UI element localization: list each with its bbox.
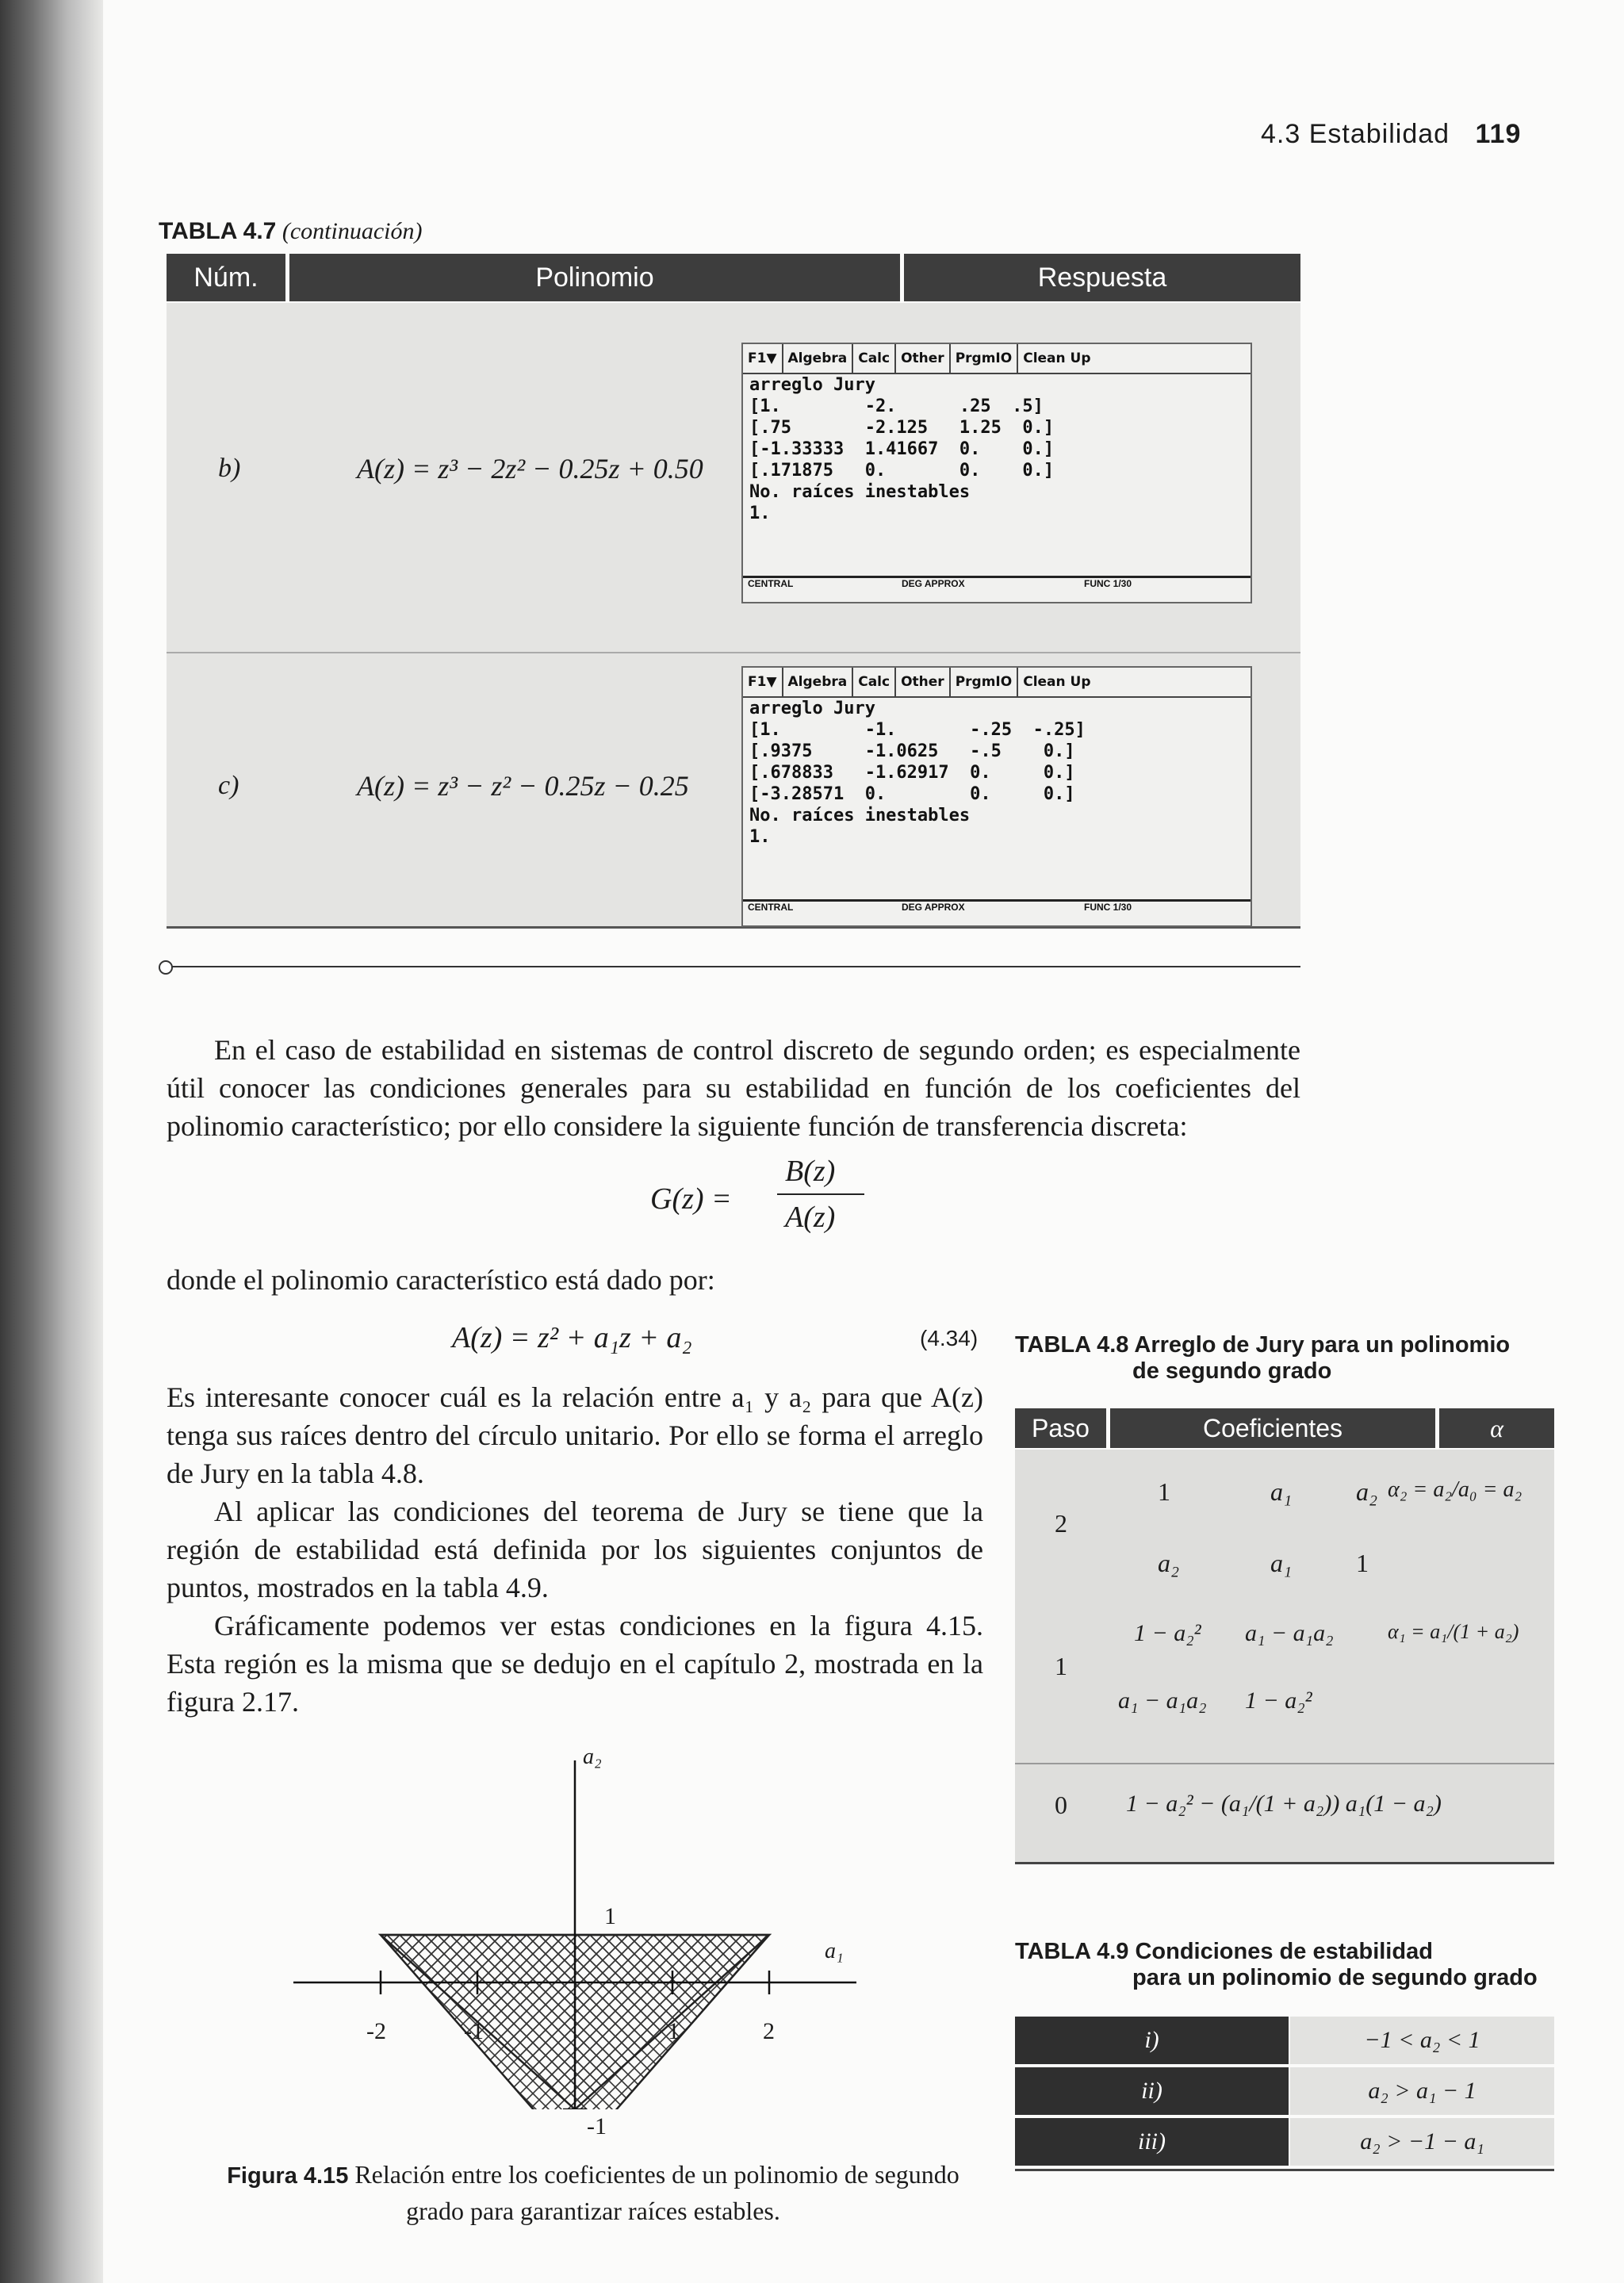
paragraph-4: Al aplicar las condiciones del teorema de Jury se tiene que la región de estabilidad está definida por los siguientes conjuntos de puntos, mostrados en la tabla 4.9. [167, 1496, 983, 1603]
screen-line: 1. [749, 827, 771, 847]
tick-x-minus1: -1 [464, 2018, 484, 2044]
status-func: FUNC 1/30 [1084, 902, 1132, 913]
condition-label: i) [1015, 2017, 1289, 2064]
table-4-9-caption [1015, 1939, 1538, 1991]
axis-label-a1: a₁ [825, 1939, 844, 1963]
status-mode: CENTRAL [748, 578, 794, 589]
condition-label: ii) [1015, 2067, 1289, 2115]
screen-line: [.75 -2.125 1.25 0.] [749, 418, 1055, 438]
fraction-bar [777, 1193, 864, 1195]
equation-number: (4.34) [920, 1326, 979, 1350]
figure-4-15-plot [285, 1745, 888, 2109]
status-mode: CENTRAL [748, 902, 794, 913]
menu-calc: Calc [853, 668, 896, 696]
calculator-status-bar [743, 899, 1251, 917]
menu-cleanup: Clean Up [1023, 350, 1091, 366]
table-4-9-row [1015, 2067, 1554, 2116]
paragraph-5: Gráficamente podemos ver estas condiciones en la figura 4.15. Esta región es la misma que se dedujo en el capítulo 2, mostrada en la figura 2.17. [167, 1610, 983, 1718]
screen-line: [-3.28571 0. 0. 0.] [749, 784, 1075, 804]
table-4-9-bottom-rule [1015, 2169, 1554, 2171]
header-respuesta: Respuesta [904, 254, 1300, 301]
status-angle: DEG APPROX [902, 902, 965, 913]
equation-g [650, 1154, 904, 1241]
step-2: 2 [1055, 1509, 1067, 1538]
step-0: 0 [1055, 1791, 1067, 1819]
table-4-8-title-line1: Arreglo de Jury para un polinomio [1134, 1332, 1511, 1358]
menu-f1: F1▼ [743, 344, 783, 373]
calculator-status-bar [743, 576, 1251, 594]
screen-line: [.171875 0. 0. 0.] [749, 461, 1055, 481]
cell: 1 − a₂² [1134, 1620, 1201, 1646]
condition-value: a₂ > −1 − a₁ [1290, 2118, 1554, 2166]
figure-caption-line2: grado para garantizar raíces estables. [406, 2197, 780, 2225]
table-4-7-body [167, 303, 1300, 929]
polynomial-c: A(z) = z³ − z² − 0.25z − 0.25 [357, 770, 689, 802]
cell: 1 − a₂² − (a₁/(1 + a₂)) a₁(1 − a₂) [1126, 1791, 1442, 1817]
figure-4-15-caption [197, 2157, 990, 2228]
table-4-9-title-line2: para un polinomio de segundo grado [1132, 1965, 1538, 1990]
calculator-screen-c [741, 666, 1252, 927]
table-4-9-number: TABLA 4.9 [1015, 1939, 1129, 1964]
tick-x-1: 1 [668, 2018, 680, 2044]
cell: a₁ [1270, 1477, 1293, 1506]
row-separator [167, 652, 1300, 653]
divider-dot [159, 960, 173, 975]
header-paso: Paso [1015, 1408, 1106, 1448]
table-4-8-number: TABLA 4.8 [1015, 1332, 1129, 1358]
table-4-8-body [1015, 1450, 1554, 1864]
menu-algebra: Algebra [783, 668, 854, 696]
calculator-menu-bar [743, 668, 1251, 698]
screen-line: 1. [749, 504, 771, 523]
table-4-8-title-line2: de segundo grado [1132, 1358, 1332, 1384]
cell: 1 − a₂² [1245, 1687, 1312, 1714]
calculator-menu-bar [743, 344, 1251, 374]
screen-line: No. raíces inestables [749, 482, 971, 502]
header-coeficientes: Coeficientes [1110, 1408, 1435, 1448]
cell: a₂ [1356, 1477, 1378, 1506]
calculator-screen-b [741, 343, 1252, 603]
condition-value: a₂ > a₁ − 1 [1290, 2067, 1554, 2115]
table-4-7-note: (continuación) [282, 218, 423, 244]
screen-line: No. raíces inestables [749, 806, 971, 825]
menu-f1: F1▼ [743, 668, 783, 696]
screen-line: [.9375 -1.0625 -.5 0.] [749, 741, 1075, 761]
equation-a: A(z) = z² + a₁z + a₂ [452, 1321, 692, 1354]
figure-number: Figura 4.15 [227, 2163, 349, 2189]
cell: a₁ [1270, 1549, 1293, 1577]
section-divider [167, 966, 1300, 967]
screen-line: arreglo Jury [749, 699, 875, 718]
page-number: 119 [1475, 119, 1522, 149]
section-title: Estabilidad [1308, 119, 1450, 149]
table-4-9-row [1015, 2118, 1554, 2167]
cell: 1 [1356, 1549, 1369, 1577]
menu-prgmio: PrgmIO [951, 344, 1019, 373]
polynomial-b: A(z) = z³ − 2z² − 0.25z + 0.50 [357, 453, 703, 485]
row-label-c: c) [218, 771, 239, 800]
cell: 1 [1158, 1477, 1170, 1506]
table-4-9-title-line1: Condiciones de estabilidad [1135, 1939, 1433, 1964]
screen-line: [1. -1. -.25 -.25] [749, 720, 1086, 740]
step-1: 1 [1055, 1652, 1067, 1680]
table-4-8-caption [1015, 1332, 1510, 1385]
table-4-9-row [1015, 2017, 1554, 2066]
equation-g-lhs: G(z) = [650, 1182, 732, 1216]
equation-g-denominator: A(z) [785, 1201, 836, 1234]
book-spine-shadow [0, 0, 103, 2283]
cell: a₂ [1158, 1549, 1180, 1577]
cell: a₁ − a₁a₂ [1245, 1620, 1334, 1646]
running-header [1261, 119, 1521, 150]
screen-line: arreglo Jury [749, 375, 875, 395]
paragraph-1: En el caso de estabilidad en sistemas de control discreto de segundo orden; es especialmente útil conocer las condiciones generales para su estabilidad en función de los coeficientes del polinomio característico; por ello considere la siguiente función de transferencia discreta: [167, 1034, 1300, 1142]
row-label-b: b) [218, 454, 241, 483]
condition-value: −1 < a₂ < 1 [1290, 2017, 1554, 2064]
tick-x-2: 2 [763, 2018, 775, 2044]
cell: a₁ − a₁a₂ [1118, 1687, 1207, 1714]
status-func: FUNC 1/30 [1084, 578, 1132, 589]
table-4-7-number: TABLA 4.7 [159, 218, 277, 244]
screen-line: [-1.33333 1.41667 0. 0.] [749, 439, 1055, 459]
menu-algebra: Algebra [783, 344, 854, 373]
status-angle: DEG APPROX [902, 578, 965, 589]
menu-calc: Calc [853, 344, 896, 373]
axis-label-a2: a₂ [583, 1745, 602, 1769]
menu-other: Other [896, 344, 951, 373]
table-4-7-caption [159, 218, 422, 245]
section-number: 4.3 [1261, 119, 1301, 149]
table-4-7 [167, 254, 1300, 928]
menu-prgmio: PrgmIO [951, 668, 1019, 696]
screen-line: [1. -2. .25 .5] [749, 396, 1044, 416]
screen-line: [.678833 -1.62917 0. 0.] [749, 763, 1075, 783]
paragraph-3: Es interesante conocer cuál es la relación entre a₁ y a₂ para que A(z) tenga sus raíces dentro del círculo unitario. Por ello se forma el arreglo de Jury en la tabla 4.8. [167, 1381, 983, 1489]
alpha-1: α₁ = a₁/(1 + a₂) [1388, 1620, 1519, 1643]
tick-y-minus1: -1 [587, 2113, 607, 2139]
condition-label: iii) [1015, 2118, 1289, 2166]
header-alpha: α [1439, 1408, 1554, 1448]
menu-other: Other [896, 668, 951, 696]
equation-g-numerator: B(z) [785, 1155, 836, 1188]
header-polinomio: Polinomio [289, 254, 900, 301]
figure-caption-line1: Relación entre los coeficientes de un polinomio de segundo [354, 2160, 959, 2189]
paragraph-2: donde el polinomio característico está dado por: [167, 1264, 715, 1296]
tick-x-minus2: -2 [366, 2018, 386, 2044]
menu-cleanup: Clean Up [1023, 674, 1091, 690]
alpha-2: α₂ = a₂/a₀ = a₂ [1388, 1477, 1522, 1502]
tick-y-1: 1 [604, 1903, 616, 1929]
header-num: Núm. [167, 254, 285, 301]
